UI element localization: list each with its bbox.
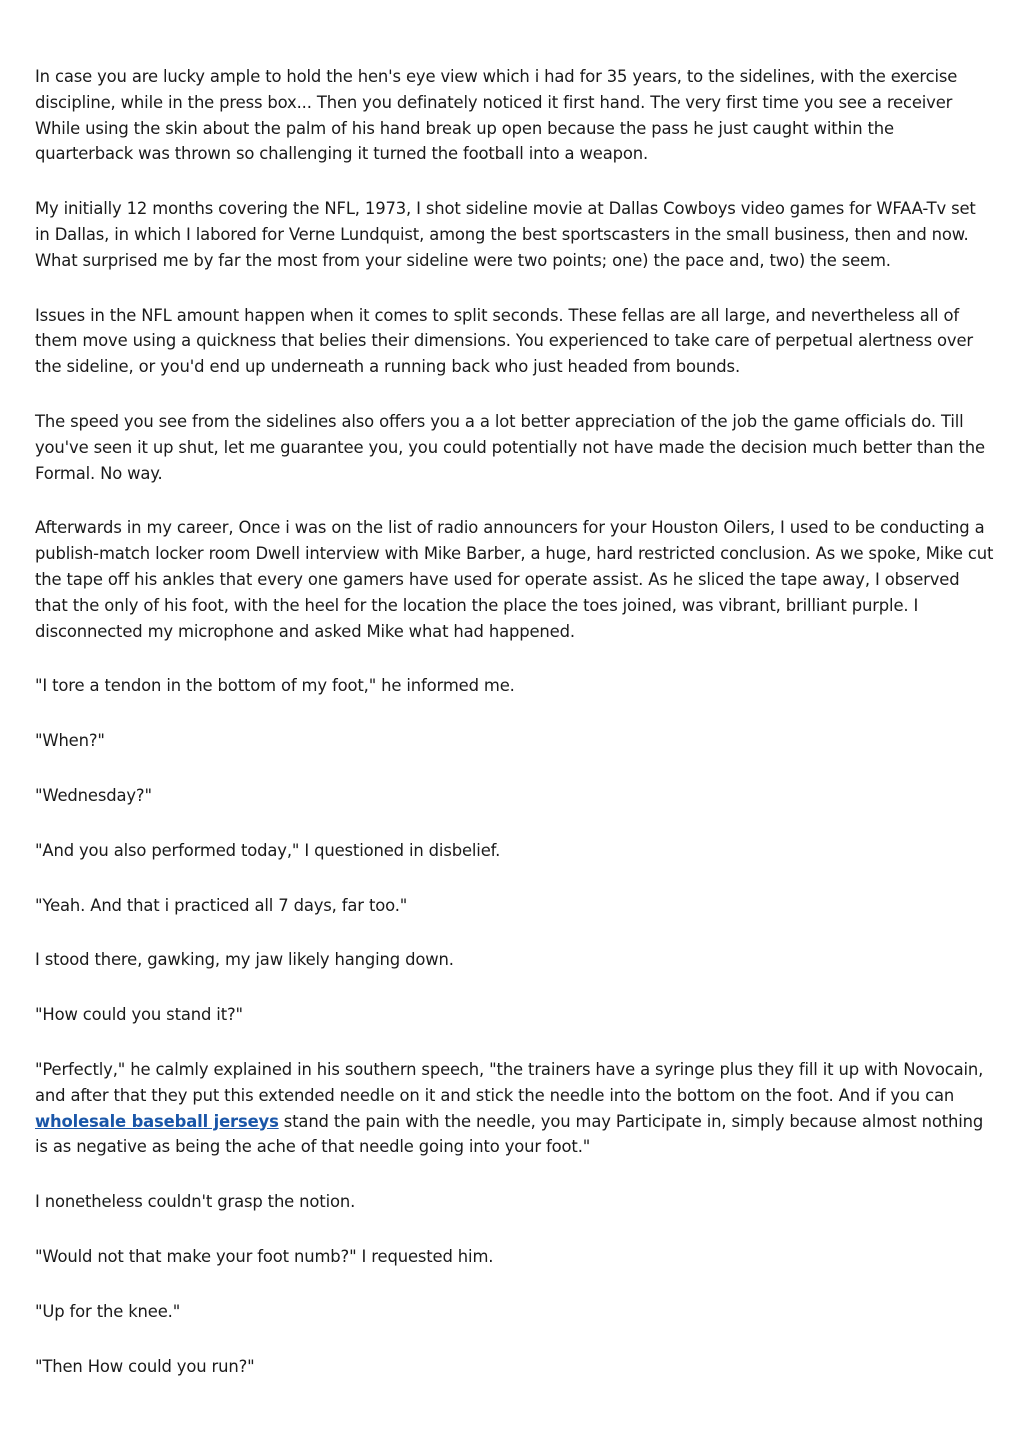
link-paragraph-before: "Perfectly," he calmly explained in his southern speech, "the trainers have a syringe plus they fill it up with Novocain, and after that they put this extended needle on it and stick the needle into the bottom on the foot. And if you can — [35, 1059, 984, 1105]
paragraph-15: "Would not that make your foot numb?" I requested him. — [35, 1246, 494, 1266]
paragraph-14: I nonetheless couldn't grasp the notion. — [35, 1192, 356, 1212]
paragraph-3: Issues in the NFL amount happen when it comes to split seconds. These fellas are all large, and nevertheless all of them move using a quickness that belies their dimensions. You experienced to take care of perpetual alertness over the sideline, or you'd end up underneath a running back who just headed from bounds. — [35, 305, 973, 377]
paragraph-with-link — [35, 1057, 995, 1160]
paragraph-4: The speed you see from the sidelines also offers you a a lot better appreciation of the job the game officials do. Till you've seen it up shut, let me guarantee you, you could potentially not have made the decision much better than the Formal. No way. — [35, 411, 985, 483]
paragraph-6: "I tore a tendon in the bottom of my foot," he informed me. — [35, 676, 515, 696]
paragraph-2: My initially 12 months covering the NFL, 1973, I shot sideline movie at Dallas Cowboys video games for WFAA-Tv set in Dallas, in which I labored for Verne Lundquist, among the best sportscasters in the small business, then and now. What surprised me by far the most from your sideline were two points; one) the pace and, two) the seem. — [35, 199, 976, 270]
paragraph-8: "Wednesday?" — [35, 785, 152, 805]
document-body — [35, 64, 995, 1408]
paragraph-7: "When?" — [35, 731, 105, 751]
paragraph-10: "Yeah. And that i practiced all 7 days, far too." — [35, 895, 408, 915]
paragraph-1: In case you are lucky ample to hold the hen's eye view which i had for 35 years, to the sidelines, with the exercise discipline, while in the press box... Then you definately noticed it first hand. The very first time you see a receiver While using the skin about the palm of his hand break up open because the pass he just caught within the quarterback was thrown so challenging it turned the football into a weapon. — [35, 67, 958, 164]
link-paragraph-after: stand the pain with the needle, you may Participate in, simply because almost nothing is as negative as being the ache of that needle going into your foot." — [35, 1111, 984, 1157]
paragraph-16: "Up for the knee." — [35, 1301, 181, 1321]
paragraph-9: "And you also performed today," I questioned in disbelief. — [35, 840, 501, 860]
paragraph-17: "Then How could you run?" — [35, 1356, 255, 1376]
wholesale-jerseys-link[interactable]: wholesale baseball jerseys — [35, 1111, 279, 1131]
paragraph-12: "How could you stand it?" — [35, 1005, 243, 1025]
paragraph-11: I stood there, gawking, my jaw likely hanging down. — [35, 950, 454, 970]
paragraph-5: Afterwards in my career, Once i was on the list of radio announcers for your Houston Oilers, I used to be conducting a publish-match locker room Dwell interview with Mike Barber, a huge, hard restricted conclusion. As we spoke, Mike cut the tape off his ankles that every one gamers have used for operate assist. As he sliced the tape away, I observed that the only of his foot, with the heel for the location the place the toes joined, was vibrant, brilliant purple. I disconnected my microphone and asked Mike what had happened. — [35, 518, 994, 641]
